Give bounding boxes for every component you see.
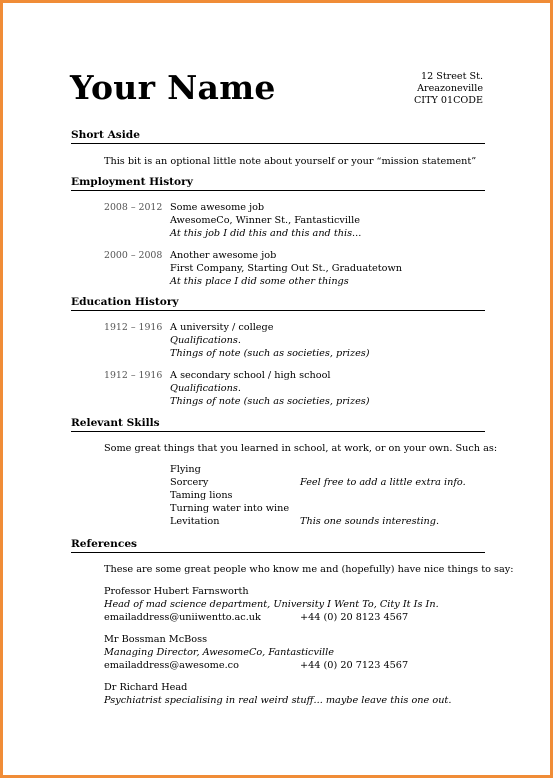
education-dates: 1912 – 1916 bbox=[104, 370, 163, 381]
employment-note: At this place I did some other things bbox=[170, 276, 349, 287]
education-note: Things of note (such as societies, prizes) bbox=[170, 348, 370, 359]
reference-name: Professor Hubert Farnsworth bbox=[104, 586, 249, 597]
section-heading-education: Education History bbox=[71, 296, 485, 311]
education-dates: 1912 – 1916 bbox=[104, 322, 163, 333]
reference-name: Mr Bossman McBoss bbox=[104, 634, 208, 645]
skill-item: Sorcery bbox=[170, 477, 209, 488]
reference-phone: +44 (0) 20 8123 4567 bbox=[300, 612, 409, 623]
employment-dates: 2000 – 2008 bbox=[104, 250, 163, 261]
skill-item: Taming lions bbox=[170, 490, 233, 501]
education-qualifications: Qualifications. bbox=[170, 383, 241, 394]
employment-company: AwesomeCo, Winner St., Fantasticville bbox=[170, 215, 360, 226]
address-line-town: Areazoneville bbox=[417, 83, 483, 94]
reference-name: Dr Richard Head bbox=[104, 682, 188, 693]
section-heading-references: References bbox=[71, 538, 485, 553]
address-block bbox=[414, 71, 483, 107]
employment-company: First Company, Starting Out St., Graduatetown bbox=[170, 263, 402, 274]
skill-item: Flying bbox=[170, 464, 201, 475]
skill-item: Levitation bbox=[170, 516, 220, 527]
education-institution: A university / college bbox=[170, 322, 274, 333]
references-intro: These are some great people who know me and (hopefully) have nice things to say: bbox=[104, 564, 514, 575]
reference-role: Psychiatrist specialising in real weird stuff... maybe leave this one out. bbox=[104, 695, 452, 706]
education-qualifications: Qualifications. bbox=[170, 335, 241, 346]
address-line-city: CITY 01CODE bbox=[413, 95, 483, 106]
resume-name: Your Name bbox=[70, 68, 276, 107]
skills-intro: Some great things that you learned in school, at work, or on your own. Such as: bbox=[104, 443, 498, 454]
address-line-street: 12 Street St. bbox=[420, 71, 483, 82]
employment-title: Another awesome job bbox=[170, 250, 277, 261]
education-note: Things of note (such as societies, prizes) bbox=[170, 396, 370, 407]
reference-phone: +44 (0) 20 7123 4567 bbox=[300, 660, 409, 671]
section-heading-employment: Employment History bbox=[71, 176, 485, 191]
reference-role: Managing Director, AwesomeCo, Fantasticville bbox=[104, 647, 334, 658]
short-aside-text: This bit is an optional little note about yourself or your “mission statement” bbox=[104, 156, 477, 167]
employment-note: At this job I did this and this and this... bbox=[170, 228, 362, 239]
section-heading-skills: Relevant Skills bbox=[71, 417, 485, 432]
reference-role: Head of mad science department, University I Went To, City It Is In. bbox=[104, 599, 439, 610]
employment-title: Some awesome job bbox=[170, 202, 265, 213]
skill-item: Turning water into wine bbox=[170, 503, 290, 514]
reference-email: emailaddress@uniiwentto.ac.uk bbox=[104, 612, 261, 623]
skill-note: This one sounds interesting. bbox=[300, 516, 440, 527]
section-heading-short-aside: Short Aside bbox=[71, 129, 485, 144]
skill-note: Feel free to add a little extra info. bbox=[300, 477, 466, 488]
employment-dates: 2008 – 2012 bbox=[104, 202, 163, 213]
reference-email: emailaddress@awesome.co bbox=[104, 660, 239, 671]
education-institution: A secondary school / high school bbox=[170, 370, 331, 381]
